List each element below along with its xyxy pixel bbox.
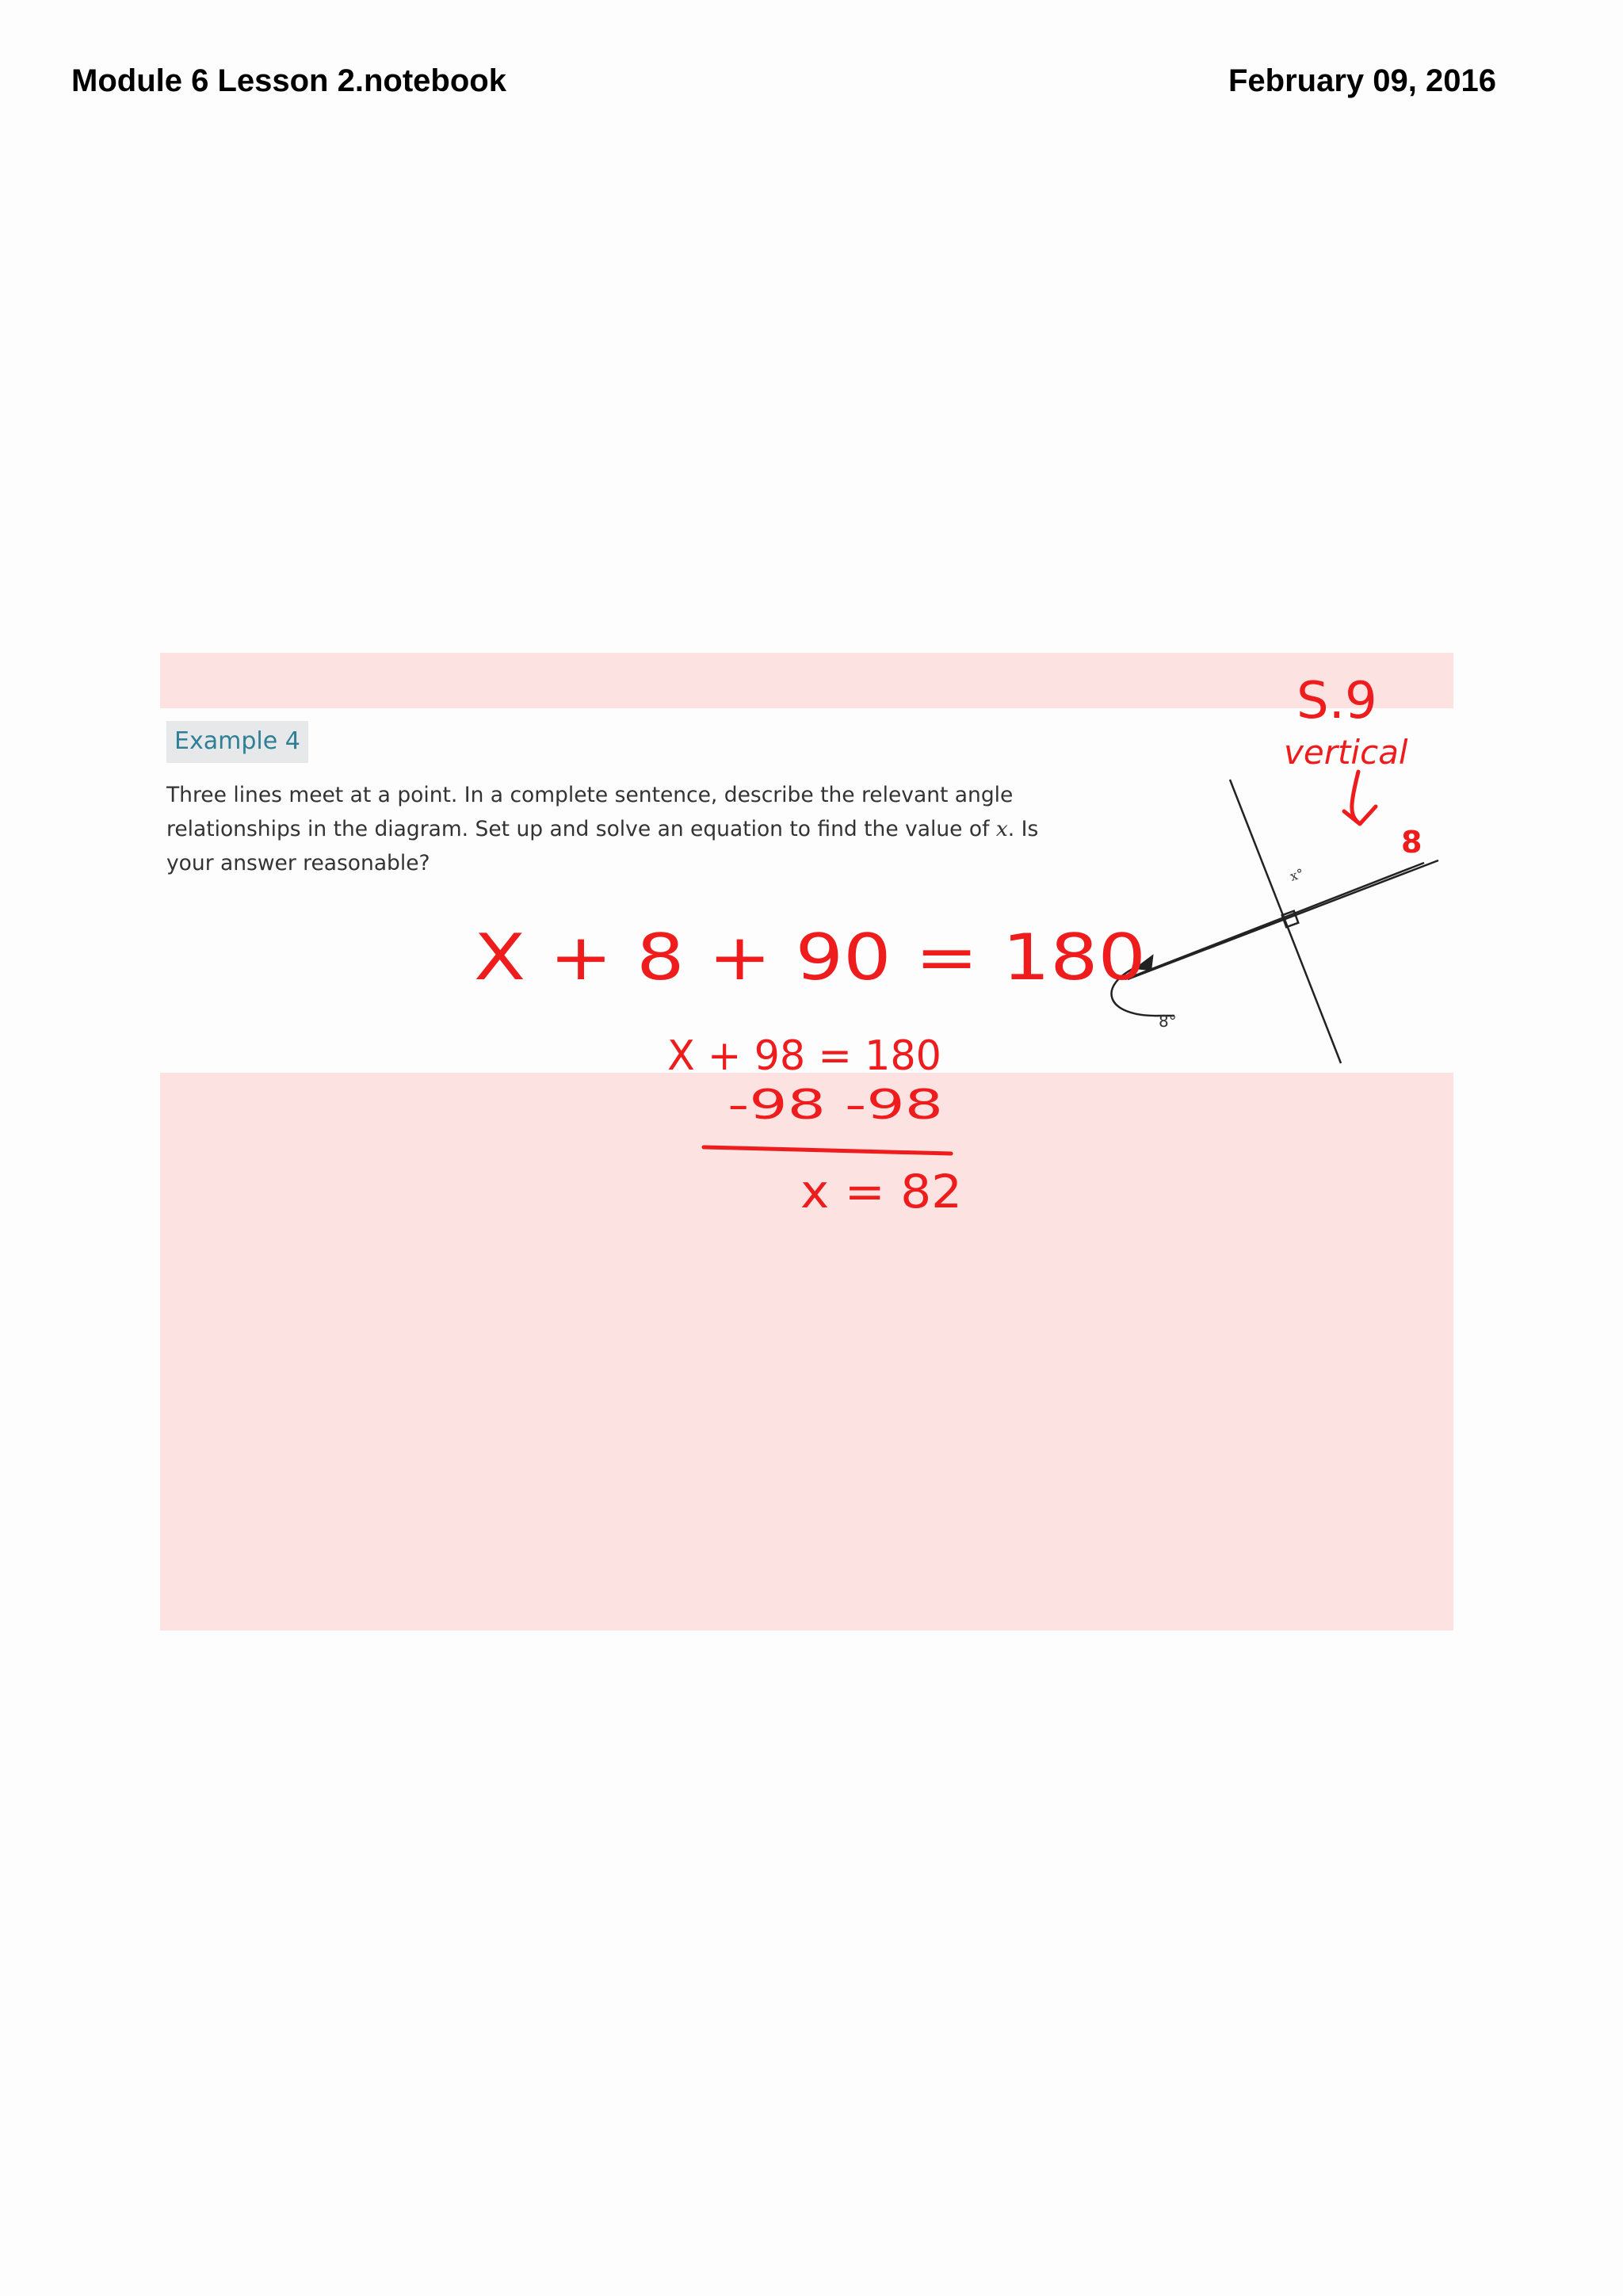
annotation-arrow-icon <box>1344 772 1376 824</box>
angle-x-label: x° <box>1288 865 1306 884</box>
equation-line: X + 8 + 90 = 180 <box>474 921 1146 994</box>
equation-step-1: X + 98 = 180 <box>667 1032 941 1080</box>
page-date: February 09, 2016 <box>1228 63 1496 98</box>
standard-ref-note: S.9 <box>1296 672 1377 730</box>
lower-slant-line <box>1125 863 1424 979</box>
vertical-note: vertical <box>1284 733 1408 772</box>
prompt-text-start: Three lines meet at a point. In a complete sentence, describe the relevant angle relationships in the diagram. Set up and solve an equation to find the value of <box>166 783 1014 841</box>
angle-8-label: 8° <box>1159 1012 1177 1031</box>
vertical-line <box>1230 780 1341 1063</box>
slide-drawing <box>160 653 1453 1630</box>
angle-8-note: 8 <box>1401 825 1423 860</box>
notebook-slide <box>160 653 1453 1630</box>
equation-step-2: -98 -98 <box>727 1081 943 1129</box>
subtraction-rule <box>704 1147 951 1154</box>
notebook-title: Module 6 Lesson 2.notebook <box>71 63 506 98</box>
example-label: Example 4 <box>166 721 308 763</box>
prompt-variable: x <box>995 817 1008 841</box>
prompt-text-end: . Is your answer reasonable? <box>166 817 1039 875</box>
final-answer: x = 82 <box>800 1165 962 1219</box>
